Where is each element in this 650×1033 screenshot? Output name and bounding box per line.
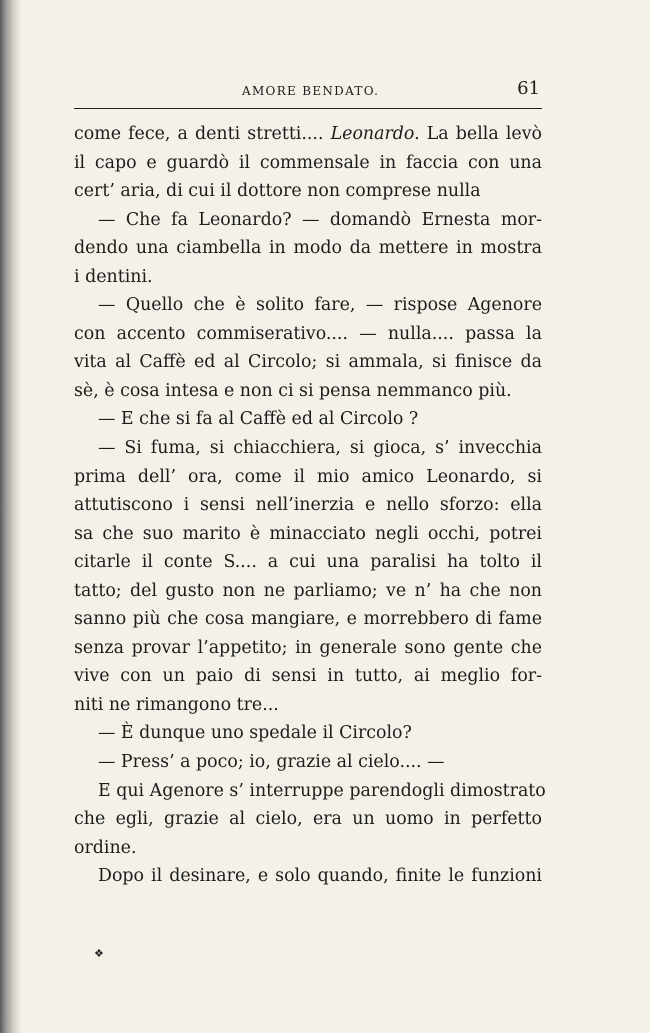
text-line: prima dell’ ora, come il mio amico Leonardo, si xyxy=(74,466,542,487)
text-line: citarle il conte S.... a cui una paralisi ha tolto il xyxy=(74,552,542,573)
text-line: Dopo il desinare, e solo quando, finite le funzioni xyxy=(98,866,542,887)
text-line: — Che fa Leonardo? — domandò Ernesta mor- xyxy=(98,209,542,230)
text-line: niti ne rimangono tre... xyxy=(74,694,279,715)
text-line: attutiscono i sensi nell’inerzia e nello sforzo: ella xyxy=(74,495,542,516)
text-line: ordine. xyxy=(74,837,137,858)
body-text xyxy=(74,120,546,891)
text-line: il capo e guardò il commensale in faccia con una xyxy=(74,152,542,173)
text-line: sè, è cosa intesa e non ci si pensa nemmanco più. xyxy=(74,380,512,401)
text-line: sanno più che cosa mangiare, e morrebbero di fame xyxy=(74,609,542,630)
text-line: — È dunque uno spedale il Circolo? xyxy=(98,723,412,744)
page-header xyxy=(74,70,542,108)
book-page xyxy=(74,70,546,891)
text-line: vive con un paio di sensi in tutto, ai meglio for- xyxy=(74,666,542,687)
text-line: E qui Agenore s’ interruppe parendogli dimostrato xyxy=(98,780,546,801)
running-title: AMORE BENDATO. xyxy=(242,84,380,98)
text-line: sa che suo marito è minacciato negli occhi, potrei xyxy=(74,523,542,544)
text-line: tatto; del gusto non ne parliamo; ve n’ ha che non xyxy=(74,580,542,601)
printer-ornament-icon: ❖ xyxy=(94,947,104,960)
header-rule xyxy=(74,108,542,109)
page-number: 61 xyxy=(517,78,540,99)
text-line: — E che si fa al Caffè ed al Circolo ? xyxy=(98,409,419,430)
text-line: dendo una ciambella in modo da mettere in mostra xyxy=(74,238,542,259)
text-line: che egli, grazie al cielo, era un uomo in perfetto xyxy=(74,809,542,830)
text-line: — Si fuma, si chiacchiera, si gioca, s’ invecchia xyxy=(98,438,542,459)
text-line: — Press’ a poco; io, grazie al cielo.... — xyxy=(98,752,445,773)
text-line: i dentini. xyxy=(74,266,153,287)
text-line: vita al Caffè ed al Circolo; si ammala, si finisce da xyxy=(74,352,542,373)
text-line: senza provar l’appetito; in generale sono gente che xyxy=(74,637,542,658)
page-binding-edge xyxy=(0,0,22,1033)
text-line: — Quello che è solito fare, — rispose Agenore xyxy=(98,295,542,316)
text-line: con accento commiserativo.... — nulla.... passa la xyxy=(74,323,542,344)
text-line: cert’ aria, di cui il dottore non comprese nulla xyxy=(74,181,481,202)
text-line: come fece, a denti stretti.... Leonardo. La bella levò xyxy=(74,124,542,144)
